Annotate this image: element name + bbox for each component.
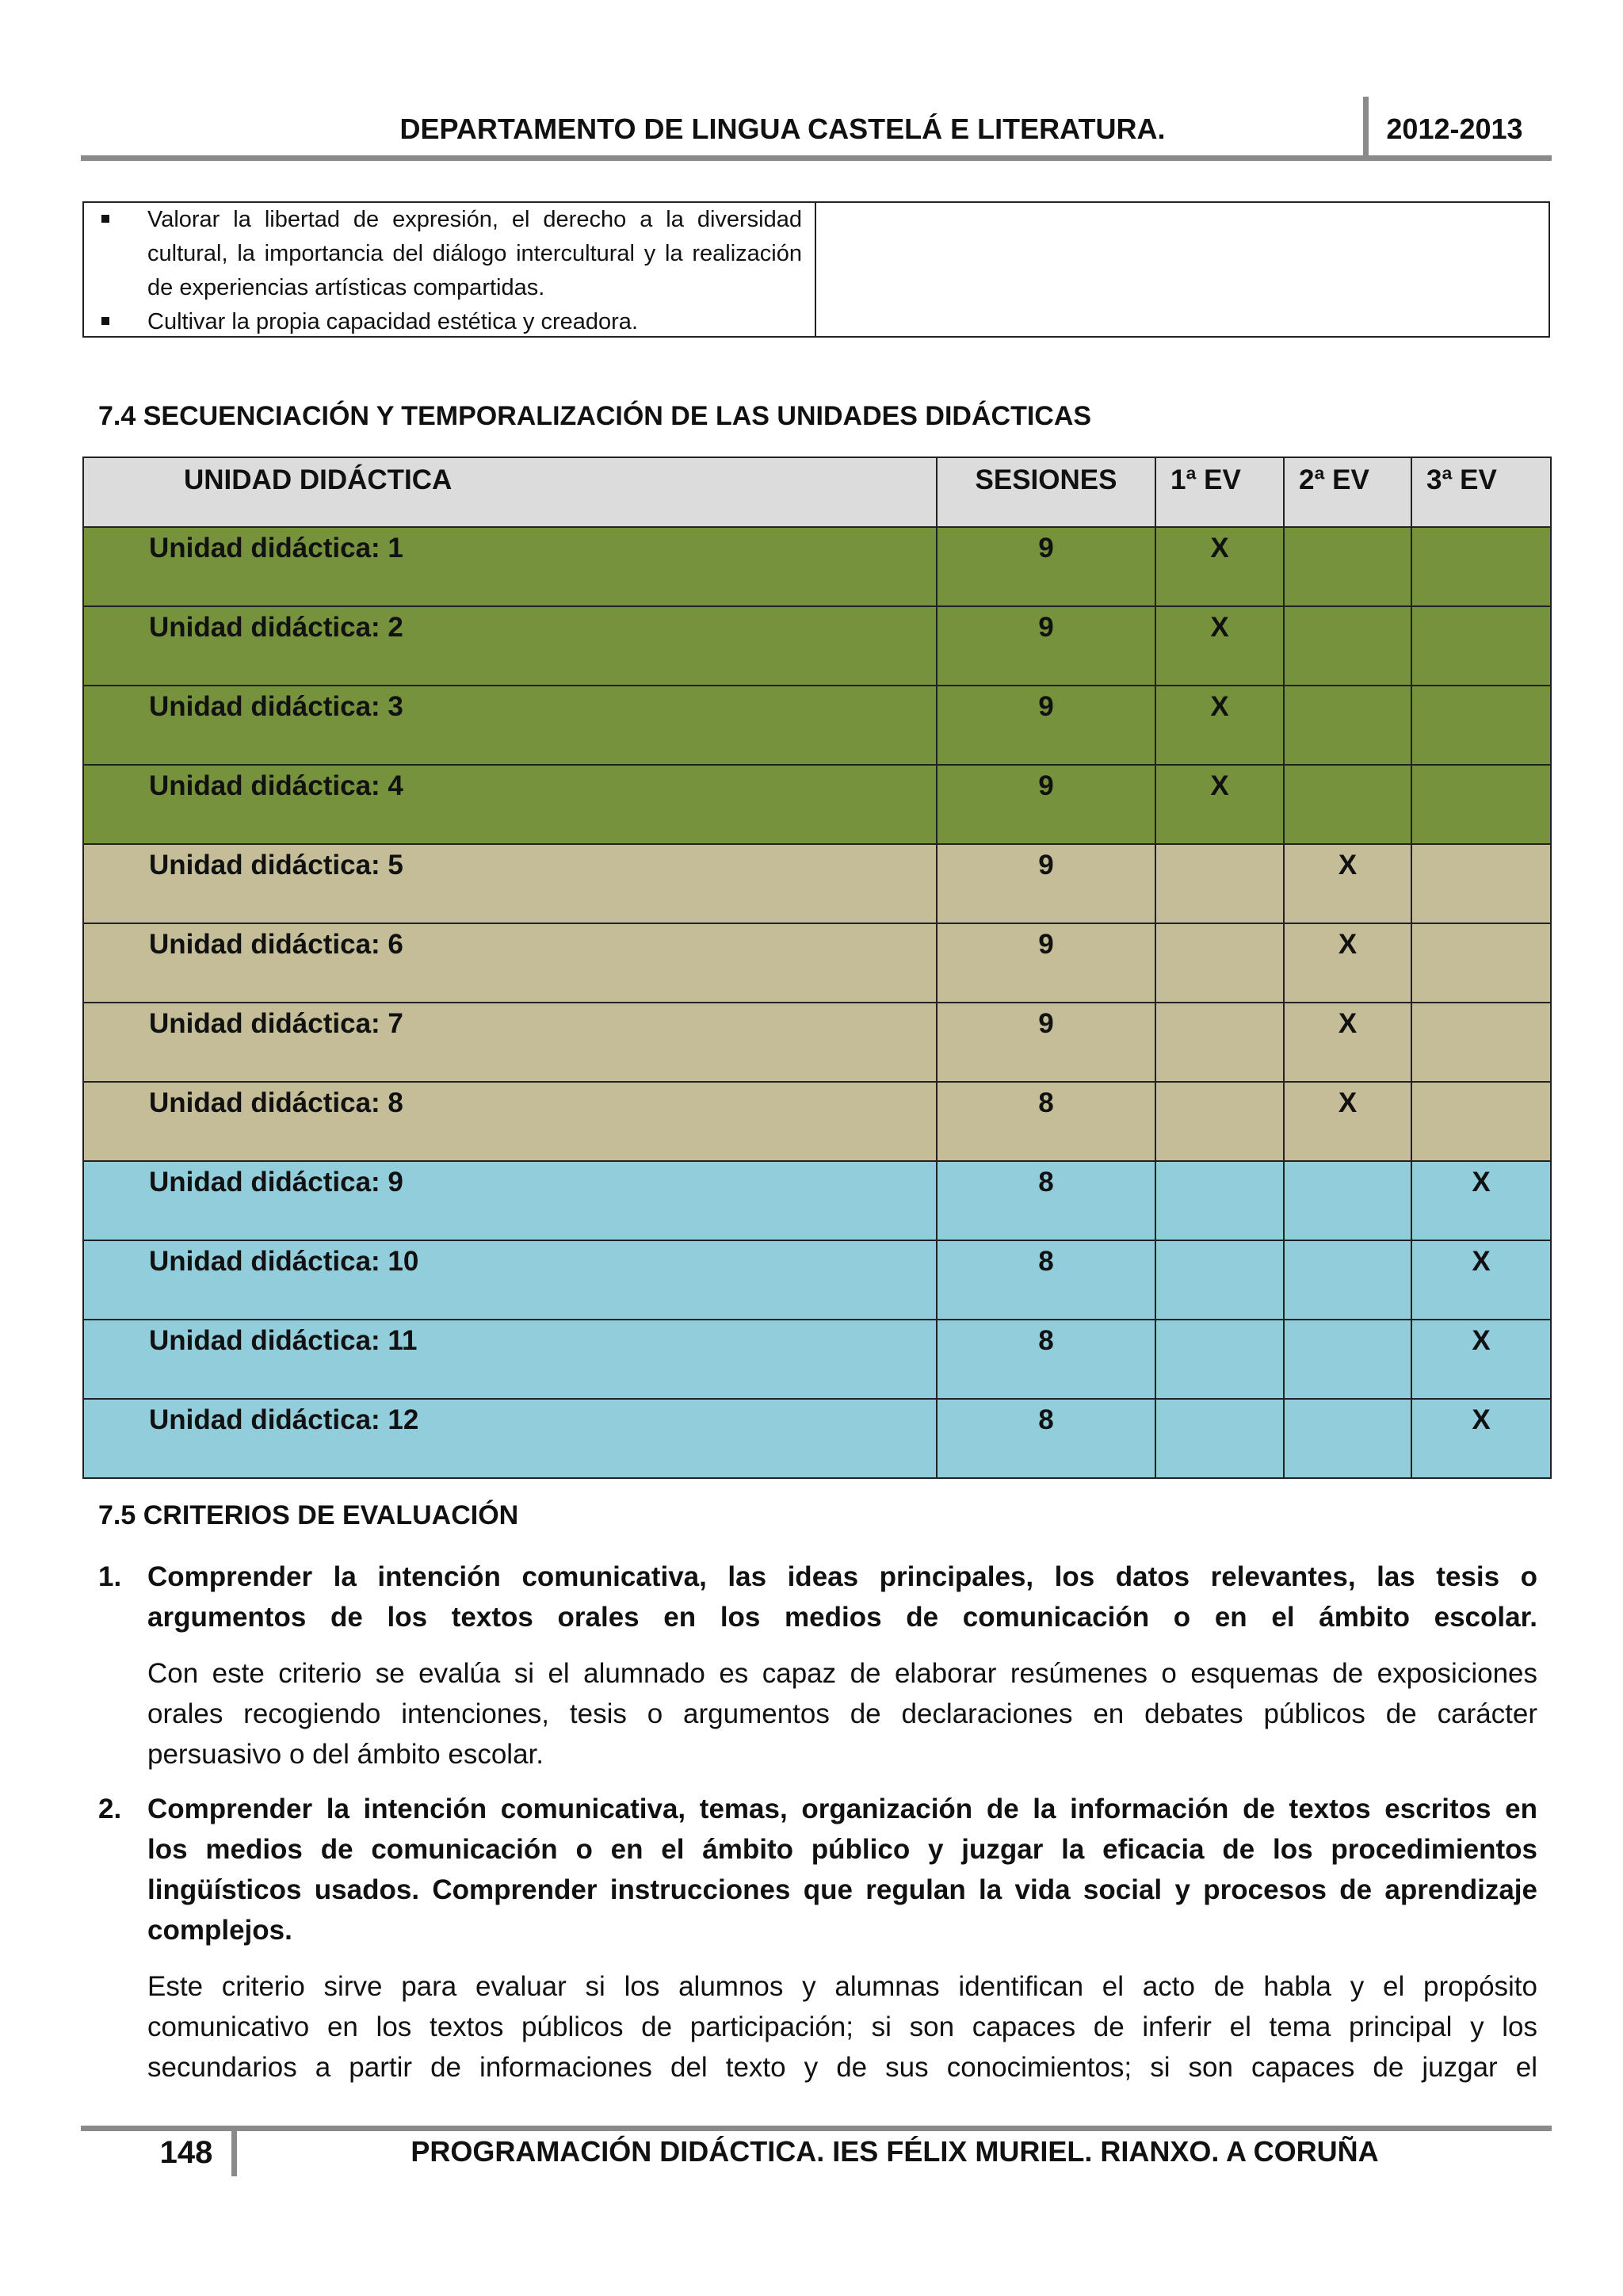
criterion-title-line: complejos. — [147, 1915, 292, 1946]
unit-cell: Unidad didáctica: 10 — [83, 1240, 937, 1320]
unit-cell: Unidad didáctica: 6 — [83, 923, 937, 1003]
ev2-cell — [1284, 1399, 1411, 1478]
ev1-cell — [1155, 844, 1284, 923]
table-row — [83, 1161, 1551, 1240]
unit-cell: Unidad didáctica: 2 — [83, 606, 937, 686]
criterion-body-line: secundarios a partir de informaciones del texto y de sus conocimientos; si son capaces de juzgar el — [147, 2052, 1537, 2083]
criterion-number: 1. — [98, 1561, 122, 1592]
ev1-cell — [1155, 1003, 1284, 1082]
ev1-cell — [1155, 1320, 1284, 1399]
table-row — [83, 844, 1551, 923]
ev3-cell — [1411, 765, 1551, 844]
table-row — [83, 1399, 1551, 1478]
criterion-body-line: comunicativo en los textos públicos de participación; si son capaces de inferir el tema principal y los — [147, 2011, 1537, 2042]
ev2-cell: X — [1284, 923, 1411, 1003]
ev3-cell — [1411, 844, 1551, 923]
ev2-cell: X — [1284, 1082, 1411, 1161]
criterion-body-line: orales recogiendo intenciones, tesis o argumentos de declaraciones en debates públicos de carácter — [147, 1698, 1537, 1729]
table-row — [83, 606, 1551, 686]
ev1-cell — [1155, 1082, 1284, 1161]
footer-divider — [231, 2126, 237, 2176]
unit-cell: Unidad didáctica: 7 — [83, 1003, 937, 1082]
ev1-cell: X — [1155, 686, 1284, 765]
ev2-cell — [1284, 765, 1411, 844]
section-74-title: 7.4 SECUENCIACIÓN Y TEMPORALIZACIÓN DE LAS UNIDADES DIDÁCTICAS — [98, 401, 1092, 431]
criterion-1 — [98, 1557, 1537, 1775]
sessions-cell: 9 — [937, 923, 1155, 1003]
table-row — [83, 1320, 1551, 1399]
ev3-cell — [1411, 1003, 1551, 1082]
table-header-row — [83, 457, 1551, 527]
column-header-ev1: 1ª EV — [1155, 457, 1284, 527]
page-number: 148 — [159, 2135, 213, 2170]
ev3-cell: X — [1411, 1161, 1551, 1240]
objective-item: Cultivar la propia capacidad estética y creadora. — [95, 305, 802, 339]
unit-cell: Unidad didáctica: 1 — [83, 527, 937, 606]
ev3-cell — [1411, 1082, 1551, 1161]
header-divider — [1363, 97, 1369, 160]
ev1-cell: X — [1155, 527, 1284, 606]
sessions-cell: 9 — [937, 527, 1155, 606]
header-department: DEPARTAMENTO DE LINGUA CASTELÁ E LITERATURA. — [399, 113, 1166, 145]
header-rule — [81, 155, 1552, 161]
table-row — [83, 1003, 1551, 1082]
section-75-title: 7.5 CRITERIOS DE EVALUACIÓN — [98, 1500, 519, 1530]
criterion-body-line: Este criterio sirve para evaluar si los alumnos y alumnas identifican el acto de habla y el propósito — [147, 1971, 1537, 2002]
unit-cell: Unidad didáctica: 5 — [83, 844, 937, 923]
objectives-list — [95, 203, 802, 339]
criterion-title-line: lingüísticos usados. Comprender instrucciones que regulan la vida social y procesos de aprendizaje — [147, 1874, 1537, 1905]
column-header-ev2: 2ª EV — [1284, 457, 1411, 527]
criterion-body — [147, 1966, 1537, 2088]
objectives-box-divider — [815, 201, 816, 338]
sessions-cell: 9 — [937, 686, 1155, 765]
unit-cell: Unidad didáctica: 4 — [83, 765, 937, 844]
ev3-cell — [1411, 527, 1551, 606]
criterion-body-line: persuasivo o del ámbito escolar. — [147, 1739, 544, 1770]
criterion-title-line: argumentos de los textos orales en los medios de comunicación o en el ámbito escolar. — [147, 1602, 1537, 1633]
unit-cell: Unidad didáctica: 3 — [83, 686, 937, 765]
unit-cell: Unidad didáctica: 11 — [83, 1320, 937, 1399]
table-row — [83, 1240, 1551, 1320]
ev3-cell: X — [1411, 1240, 1551, 1320]
criterion-title — [147, 1789, 1537, 1950]
ev3-cell — [1411, 923, 1551, 1003]
criterion-number: 2. — [98, 1794, 122, 1824]
criterion-title-line: Comprender la intención comunicativa, las ideas principales, los datos relevantes, las tesis o — [147, 1561, 1537, 1592]
sessions-cell: 8 — [937, 1399, 1155, 1478]
ev1-cell: X — [1155, 765, 1284, 844]
objective-item: Valorar la libertad de expresión, el derecho a la diversidad cultural, la importancia del diálogo intercultural y la realización de experiencias artísticas compartidas. — [95, 203, 802, 305]
sessions-cell: 9 — [937, 1003, 1155, 1082]
sessions-cell: 8 — [937, 1240, 1155, 1320]
ev2-cell — [1284, 1240, 1411, 1320]
sessions-cell: 8 — [937, 1320, 1155, 1399]
sessions-cell: 9 — [937, 765, 1155, 844]
ev3-cell: X — [1411, 1320, 1551, 1399]
criterion-title — [147, 1557, 1537, 1637]
criterion-body — [147, 1653, 1537, 1775]
footer-text: PROGRAMACIÓN DIDÁCTICA. IES FÉLIX MURIEL. RIANXO. A CORUÑA — [411, 2135, 1379, 2168]
ev3-cell — [1411, 606, 1551, 686]
column-header-unit: UNIDAD DIDÁCTICA — [83, 457, 937, 527]
criterion-2 — [98, 1789, 1537, 2088]
ev1-cell — [1155, 1161, 1284, 1240]
ev1-cell — [1155, 1240, 1284, 1320]
ev1-cell: X — [1155, 606, 1284, 686]
header-year: 2012-2013 — [1386, 113, 1523, 145]
sessions-cell: 8 — [937, 1161, 1155, 1240]
criterion-title-line: Comprender la intención comunicativa, temas, organización de la información de textos escritos en — [147, 1794, 1537, 1824]
ev2-cell — [1284, 527, 1411, 606]
column-header-sessions: SESIONES — [937, 457, 1155, 527]
ev2-cell — [1284, 686, 1411, 765]
ev2-cell — [1284, 1320, 1411, 1399]
units-table — [82, 457, 1552, 1479]
sessions-cell: 9 — [937, 606, 1155, 686]
ev2-cell — [1284, 1161, 1411, 1240]
sessions-cell: 9 — [937, 844, 1155, 923]
unit-cell: Unidad didáctica: 12 — [83, 1399, 937, 1478]
ev1-cell — [1155, 1399, 1284, 1478]
ev3-cell — [1411, 686, 1551, 765]
table-row — [83, 923, 1551, 1003]
unit-cell: Unidad didáctica: 8 — [83, 1082, 937, 1161]
table-row — [83, 686, 1551, 765]
table-row — [83, 527, 1551, 606]
table-row — [83, 1082, 1551, 1161]
column-header-ev3: 3ª EV — [1411, 457, 1551, 527]
unit-cell: Unidad didáctica: 9 — [83, 1161, 937, 1240]
ev2-cell: X — [1284, 844, 1411, 923]
table-row — [83, 765, 1551, 844]
ev2-cell — [1284, 606, 1411, 686]
ev1-cell — [1155, 923, 1284, 1003]
ev2-cell: X — [1284, 1003, 1411, 1082]
footer-rule — [81, 2126, 1552, 2131]
sessions-cell: 8 — [937, 1082, 1155, 1161]
criterion-body-line: Con este criterio se evalúa si el alumnado es capaz de elaborar resúmenes o esquemas de exposiciones — [147, 1658, 1537, 1689]
criterion-title-line: los medios de comunicación o en el ámbito público y juzgar la eficacia de los procedimientos — [147, 1834, 1537, 1865]
ev3-cell: X — [1411, 1399, 1551, 1478]
